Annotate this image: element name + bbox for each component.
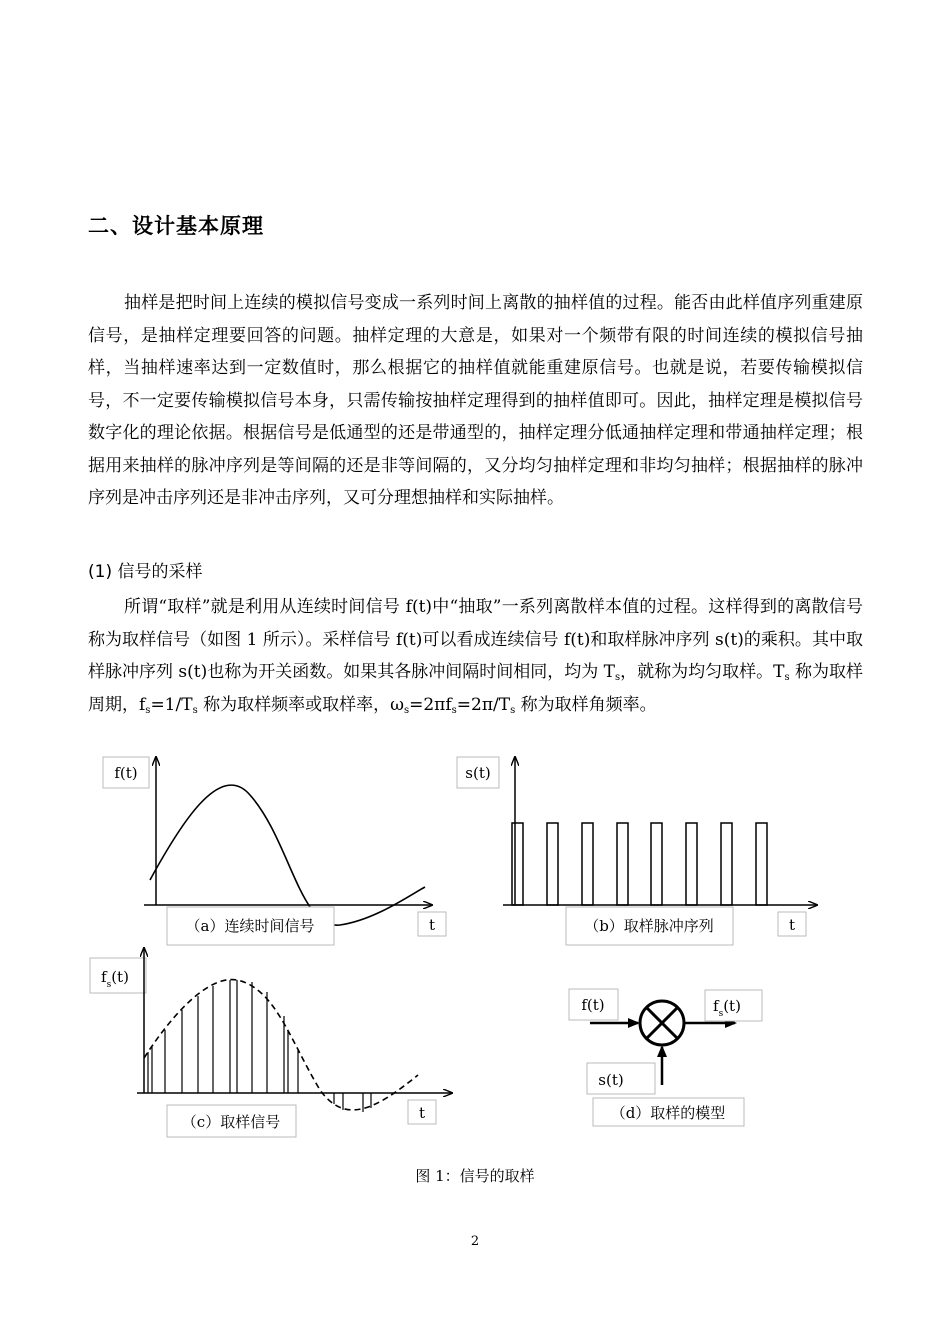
panel-a-continuous-signal [103, 757, 446, 945]
page-number: 2 [470, 1234, 480, 1249]
paragraph-sampling-intro: 抽样是把时间上连续的模拟信号变成一系列时间上离散的抽样值的过程。能否由此样值序列重建原信号，是抽样定理要回答的问题。抽样定理的大意是，如果对一个频带有限的时间连续的模拟信号抽样，当抽样速率达到一定数值时，那么根据它的抽样值就能重建原信号。也就是说，若要传输模拟信号，不一定要传输模拟信号本身，只需传输按抽样定理得到的抽样值即可。因此，抽样定理是模拟信号数字化的理论依据。根据信号是低通型的还是带通型的，抽样定理分低通抽样定理和带通抽样定理；根据用来抽样的脉冲序列是等间隔的还是非等间隔的，又分均匀抽样定理和非均匀抽样；根据抽样的脉冲序列是冲击序列还是非冲击序列，又可分理想抽样和实际抽样。 [88, 293, 863, 508]
subsection-heading: (1) 信号的采样 [88, 562, 203, 582]
panel-d-output-label: $f_s(t)$ [713, 997, 741, 1019]
pulse [617, 823, 628, 905]
pulse [756, 823, 767, 905]
pulse [582, 823, 593, 905]
panel-a-x-label: t [428, 916, 436, 934]
para2-text-3: 称为取样周期，f [88, 662, 863, 715]
panel-d-control-label: s(t) [598, 1071, 624, 1089]
panel-d-sampling-model [569, 989, 762, 1126]
para2-text-4: =1/T [150, 694, 193, 715]
panel-b-x-label: t [788, 916, 796, 934]
panel-b-caption: （b）取样脉冲序列 [584, 917, 714, 935]
paragraph-sampling-definition [88, 591, 863, 721]
para2-sub-2: s [784, 672, 790, 683]
para2-sub-5: s [403, 704, 410, 716]
panel-a-y-label: f(t) [114, 764, 138, 782]
panel-a-caption: （a）连续时间信号 [185, 917, 315, 935]
panel-a-signal-curve [150, 785, 425, 925]
sampling-figure [0, 745, 950, 1155]
para2-sub-7: s [510, 704, 516, 716]
para2-text-8: 称为取样角频率。 [515, 694, 657, 715]
pulse [512, 823, 523, 905]
para2-text-5: 称为取样频率或取样率，ω [197, 694, 404, 715]
pulse [547, 823, 558, 905]
pulse [686, 823, 697, 905]
para2-sub-1: s [614, 672, 621, 683]
panel-c-sampled-signal [90, 948, 452, 1137]
para2-sub-4: s [192, 704, 198, 716]
panel-c-caption: （c）取样信号 [181, 1113, 281, 1131]
panel-c-y-label: $f_s(t)$ [101, 968, 129, 990]
panel-b-pulse-train [457, 757, 817, 945]
panel-c-x-label: t [418, 1104, 426, 1122]
panel-d-caption: （d）取样的模型 [610, 1104, 726, 1122]
panel-b-y-label: s(t) [465, 764, 491, 782]
para2-sub-3: s [145, 704, 151, 716]
para2-sub-6: s [451, 704, 457, 716]
section-heading: 二、设计基本原理 [88, 214, 264, 238]
panel-c-sample-lines [148, 980, 371, 1112]
pulse [721, 823, 732, 905]
panel-d-input-label: f(t) [581, 996, 605, 1014]
para2-text-6: =2πf [409, 694, 452, 715]
para2-text-2: ，就称为均匀取样。T [620, 662, 785, 682]
para2-text-7: =2π/T [456, 694, 511, 715]
para2-text-1: 所谓“取样”就是利用从连续时间信号 f(t)中“抽取”一系列离散样本值的过程。这样得到的离散信号称为取样信号（如图 1 所示）。采样信号 f(t)可以看成连续信号 f(t)和取样脉冲序列 s(t)的乘积。其中取样脉冲序列 s(t)也称为开关函数。如果其各脉冲间隔时间相同，均为 T [88, 597, 863, 682]
pulse [651, 823, 662, 905]
panel-c-envelope-curve [144, 980, 418, 1110]
figure-caption: 图 1：信号的取样 [415, 1167, 535, 1185]
